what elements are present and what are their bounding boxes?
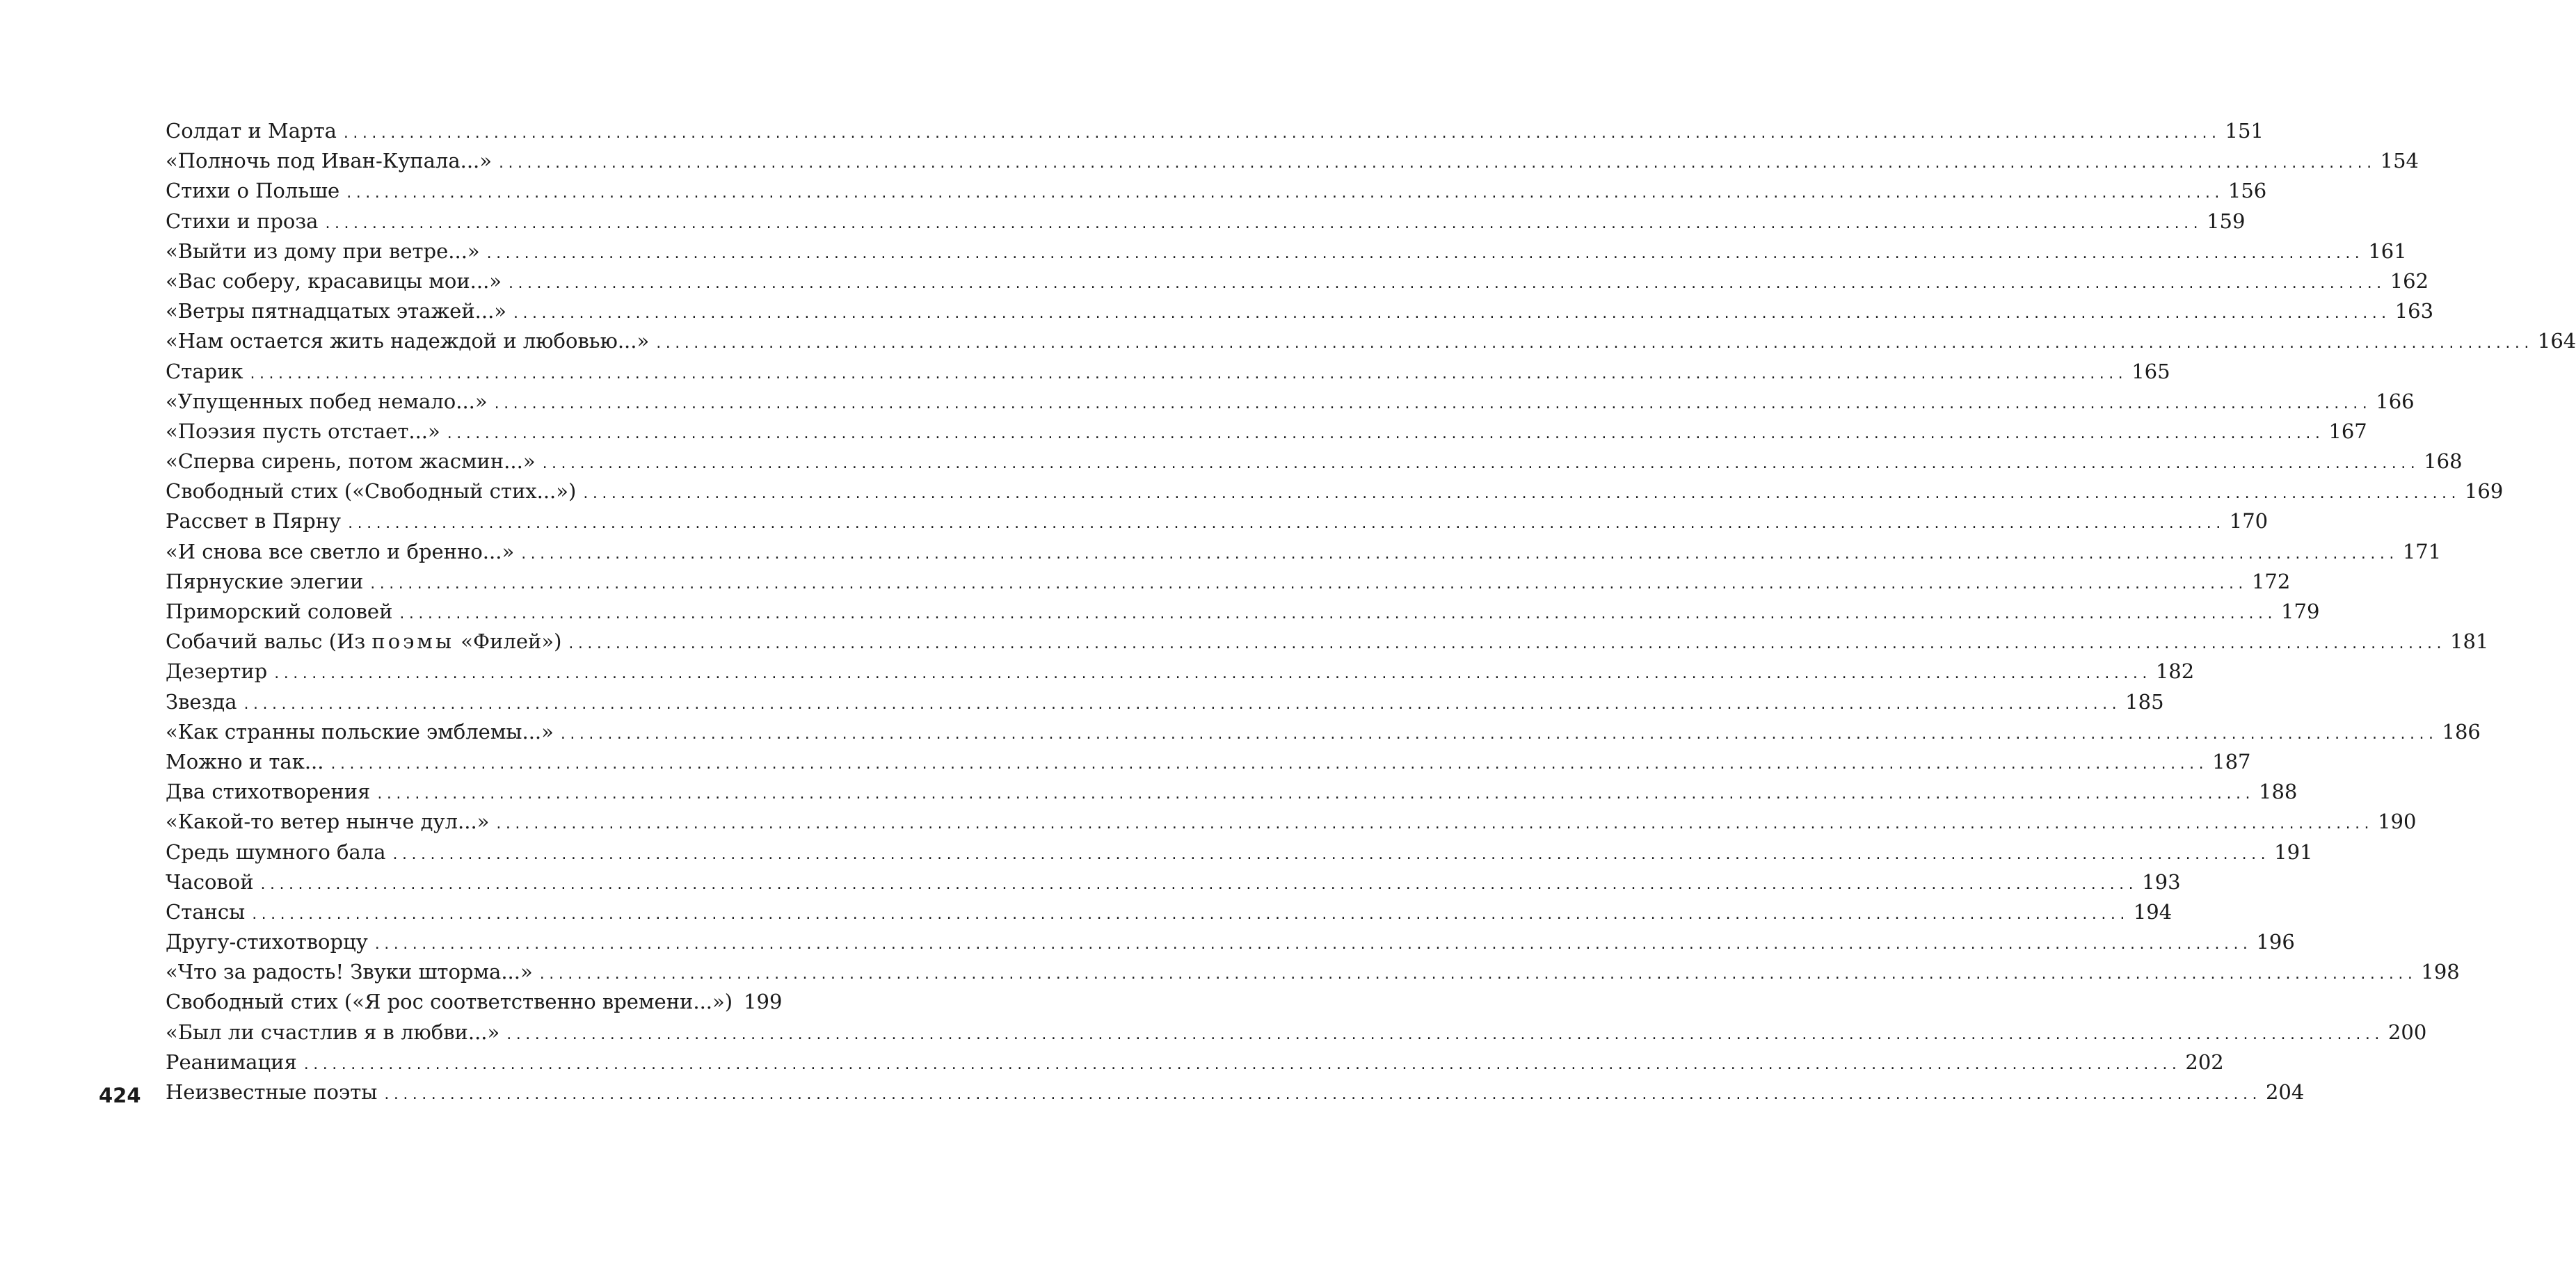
toc-entry-title: Другу-стихотворцу <box>166 927 375 957</box>
toc-entry <box>166 687 2164 717</box>
toc-entry <box>166 357 2170 387</box>
toc-leader-dots: ........................................................................................................................................................................................................ <box>274 665 2152 683</box>
toc-entry-page: 162 <box>2390 268 2429 293</box>
toc-entry-title: Рассвет в Пярну <box>166 506 348 536</box>
toc-entry-page: 196 <box>2256 930 2295 954</box>
toc-entry-title: «Что за радость! Звуки шторма...» <box>166 957 540 987</box>
toc-entry-title <box>166 627 568 657</box>
toc-entry <box>166 447 2463 476</box>
toc-entry <box>166 506 2269 536</box>
toc-entry <box>166 627 2489 657</box>
toc-entry-title: «Какой-то ветер нынче дул...» <box>166 807 496 837</box>
toc-entry-page: 204 <box>2265 1080 2305 1104</box>
toc-entry-title: «Поэзия пусть отстает...» <box>166 417 447 447</box>
toc-entry-title: Старик <box>166 357 250 387</box>
toc-leader-dots: ........................................................................................................................................................................................................ <box>343 125 2221 142</box>
toc-leader-dots: ........................................................................................................................................................................................................ <box>346 184 2224 202</box>
toc-leader-dots: ........................................................................................................................................................................................................ <box>374 936 2253 954</box>
toc-entry-title: Солдат и Марта <box>166 116 344 146</box>
toc-leader-dots: ........................................................................................................................................................................................................ <box>384 1086 2262 1103</box>
toc-entry-title: Стихи и проза <box>166 207 325 236</box>
toc-entry <box>166 296 2434 326</box>
toc-leader-dots: ........................................................................................................................................................................................................ <box>252 905 2129 923</box>
toc-entry-title: «Был ли счастлив я в любви...» <box>166 1018 506 1048</box>
toc-entry-page: 169 <box>2464 479 2504 504</box>
toc-entry-title: «И снова все светло и бренно...» <box>166 537 521 567</box>
toc-entry <box>166 837 2313 867</box>
toc-leader-dots: ........................................................................................................................................................................................................ <box>399 605 2278 623</box>
toc-entry <box>166 747 2251 777</box>
toc-leader-dots: ........................................................................................................................................................................................................ <box>499 154 2376 172</box>
toc-leader-dots: ........................................................................................................................................................................................................ <box>377 785 2255 803</box>
toc-leader-dots: ........................................................................................................................................................................................................ <box>348 515 2225 533</box>
toc-entry-page: 186 <box>2442 719 2481 744</box>
toc-leader-dots: ........................................................................................................................................................................................................ <box>656 335 2534 353</box>
toc-leader-dots: ........................................................................................................................................................................................................ <box>496 815 2374 833</box>
toc-entry-title: «Как странны польские эмблемы...» <box>166 717 561 747</box>
toc-entry-title: «Полночь под Иван-Купала...» <box>166 146 499 176</box>
table-of-contents <box>166 116 2576 1107</box>
toc-entry <box>166 567 2291 597</box>
toc-entry <box>166 146 2419 176</box>
toc-entry <box>166 597 2320 627</box>
toc-entry <box>166 987 783 1017</box>
toc-entry-page: 181 <box>2450 629 2489 654</box>
toc-leader-dots: ........................................................................................................................................................................................................ <box>486 244 2365 262</box>
toc-leader-dots: ........................................................................................................................................................................................................ <box>330 755 2209 773</box>
toc-entry <box>166 807 2417 837</box>
toc-entry-page: 163 <box>2394 299 2434 323</box>
toc-entry-title: Реанимация <box>166 1048 304 1077</box>
toc-entry-page: 199 <box>744 990 783 1014</box>
toc-entry-page: 202 <box>2185 1050 2224 1074</box>
toc-entry-title: «Ветры пятнадцатых этажей...» <box>166 296 513 326</box>
toc-entry-page: 170 <box>2229 509 2269 533</box>
toc-entry-page: 185 <box>2125 689 2164 714</box>
toc-entry-page: 159 <box>2207 209 2246 233</box>
toc-entry-page: 168 <box>2424 449 2463 474</box>
toc-entry-page: 166 <box>2376 389 2415 413</box>
toc-entry-title: «Сперва сирень, потом жасмин...» <box>166 447 543 476</box>
toc-entry-title-head: Собачий вальс (Из <box>166 629 366 654</box>
toc-entry <box>166 387 2415 417</box>
toc-entry-title: Приморский соловей <box>166 597 399 627</box>
toc-leader-dots: ........................................................................................................................................................................................................ <box>521 545 2399 563</box>
toc-entry-page: 191 <box>2274 840 2313 864</box>
toc-leader-dots: ........................................................................................................................................................................................................ <box>542 455 2420 473</box>
toc-entry <box>166 1018 2427 1048</box>
toc-entry-title-tail: «Филей») <box>461 629 562 654</box>
toc-entry <box>166 717 2481 747</box>
toc-leader-dots: ........................................................................................................................................................................................................ <box>447 424 2325 442</box>
toc-entry-title: «Выйти из дому при ветре...» <box>166 236 487 266</box>
toc-entry-title: Два стихотворения <box>166 777 377 807</box>
toc-entry-page: 167 <box>2328 419 2367 443</box>
toc-entry <box>166 867 2181 897</box>
toc-entry <box>166 236 2407 266</box>
toc-entry-title: «Вас соберу, красавицы мои...» <box>166 266 509 296</box>
toc-leader-dots: ........................................................................................................................................................................................................ <box>583 485 2461 503</box>
toc-entry-page: 200 <box>2387 1020 2427 1044</box>
toc-entry <box>166 957 2460 987</box>
toc-entry-page: 154 <box>2380 149 2419 173</box>
toc-entry-title: Пярнуские элегии <box>166 567 370 597</box>
toc-leader-dots: ........................................................................................................................................................................................................ <box>494 394 2372 412</box>
toc-entry <box>166 326 2576 356</box>
toc-entry-page: 190 <box>2378 810 2417 834</box>
toc-entry <box>166 657 2195 687</box>
toc-entry-title: Стихи о Польше <box>166 176 346 206</box>
toc-entry-title-spaced: поэмы <box>371 629 455 654</box>
toc-entry-title: Дезертир <box>166 657 274 687</box>
toc-entry-page: 188 <box>2259 780 2298 804</box>
toc-leader-dots: ........................................................................................................................................................................................................ <box>513 305 2391 323</box>
toc-entry-page: 179 <box>2281 600 2320 623</box>
toc-leader-dots: ........................................................................................................................................................................................................ <box>509 274 2386 292</box>
toc-entry <box>166 897 2173 927</box>
toc-leader-dots: ........................................................................................................................................................................................................ <box>539 965 2417 984</box>
toc-entry-page: 172 <box>2251 569 2291 593</box>
toc-entry-title: Звезда <box>166 687 244 717</box>
toc-leader-dots: ........................................................................................................................................................................................................ <box>560 725 2438 743</box>
toc-entry-page: 161 <box>2368 239 2407 263</box>
toc-entry-page: 171 <box>2402 539 2442 563</box>
toc-entry-page: 165 <box>2131 359 2170 383</box>
toc-entry-title: Можно и так... <box>166 747 331 777</box>
toc-entry-title: Неизвестные поэты <box>166 1077 384 1107</box>
toc-entry-title: «Нам остается жить надеждой и любовью...» <box>166 326 656 356</box>
toc-entry-title: Стансы <box>166 897 252 927</box>
toc-entry-page: 182 <box>2155 659 2195 684</box>
toc-entry-title: Средь шумного бала <box>166 837 392 867</box>
toc-entry <box>166 1077 2305 1107</box>
toc-entry-title: Часовой <box>166 867 261 897</box>
toc-entry <box>166 777 2298 807</box>
page-number: 424 <box>99 1084 141 1107</box>
toc-entry <box>166 417 2367 447</box>
toc-entry-page: 151 <box>2225 119 2264 143</box>
toc-entry <box>166 207 2246 236</box>
toc-entry-page: 164 <box>2537 329 2576 353</box>
toc-leader-dots: ........................................................................................................................................................................................................ <box>506 1025 2384 1043</box>
toc-entry-page: 198 <box>2421 960 2460 984</box>
toc-entry-page: 194 <box>2133 899 2173 924</box>
toc-leader-dots: ........................................................................................................................................................................................................ <box>260 875 2138 893</box>
toc-leader-dots: ........................................................................................................................................................................................................ <box>568 635 2447 653</box>
toc-leader-dots: ........................................................................................................................................................................................................ <box>392 845 2271 863</box>
toc-entry-title: Свободный стих («Свободный стих...») <box>166 476 583 506</box>
toc-entry <box>166 266 2429 296</box>
toc-entry-title: Свободный стих («Я рос соответственно времени...») <box>166 987 739 1017</box>
toc-entry-page: 187 <box>2212 749 2251 773</box>
toc-entry <box>166 476 2504 506</box>
toc-leader-dots: ........................................................................................................................................................................................................ <box>370 575 2248 593</box>
toc-entry <box>166 116 2264 146</box>
toc-entry <box>166 176 2267 206</box>
toc-entry-page: 156 <box>2227 179 2267 203</box>
toc-entry <box>166 1048 2224 1077</box>
toc-entry <box>166 537 2442 567</box>
toc-leader-dots: ........................................................................................................................................................................................................ <box>243 695 2122 713</box>
toc-leader-dots: ........................................................................................................................................................................................................ <box>250 364 2128 383</box>
toc-entry <box>166 927 2295 957</box>
toc-leader-dots: ........................................................................................................................................................................................................ <box>303 1055 2182 1073</box>
toc-entry-page: 193 <box>2142 869 2181 894</box>
toc-entry-title: «Упущенных побед немало...» <box>166 387 495 417</box>
toc-leader-dots: ........................................................................................................................................................................................................ <box>325 214 2203 232</box>
